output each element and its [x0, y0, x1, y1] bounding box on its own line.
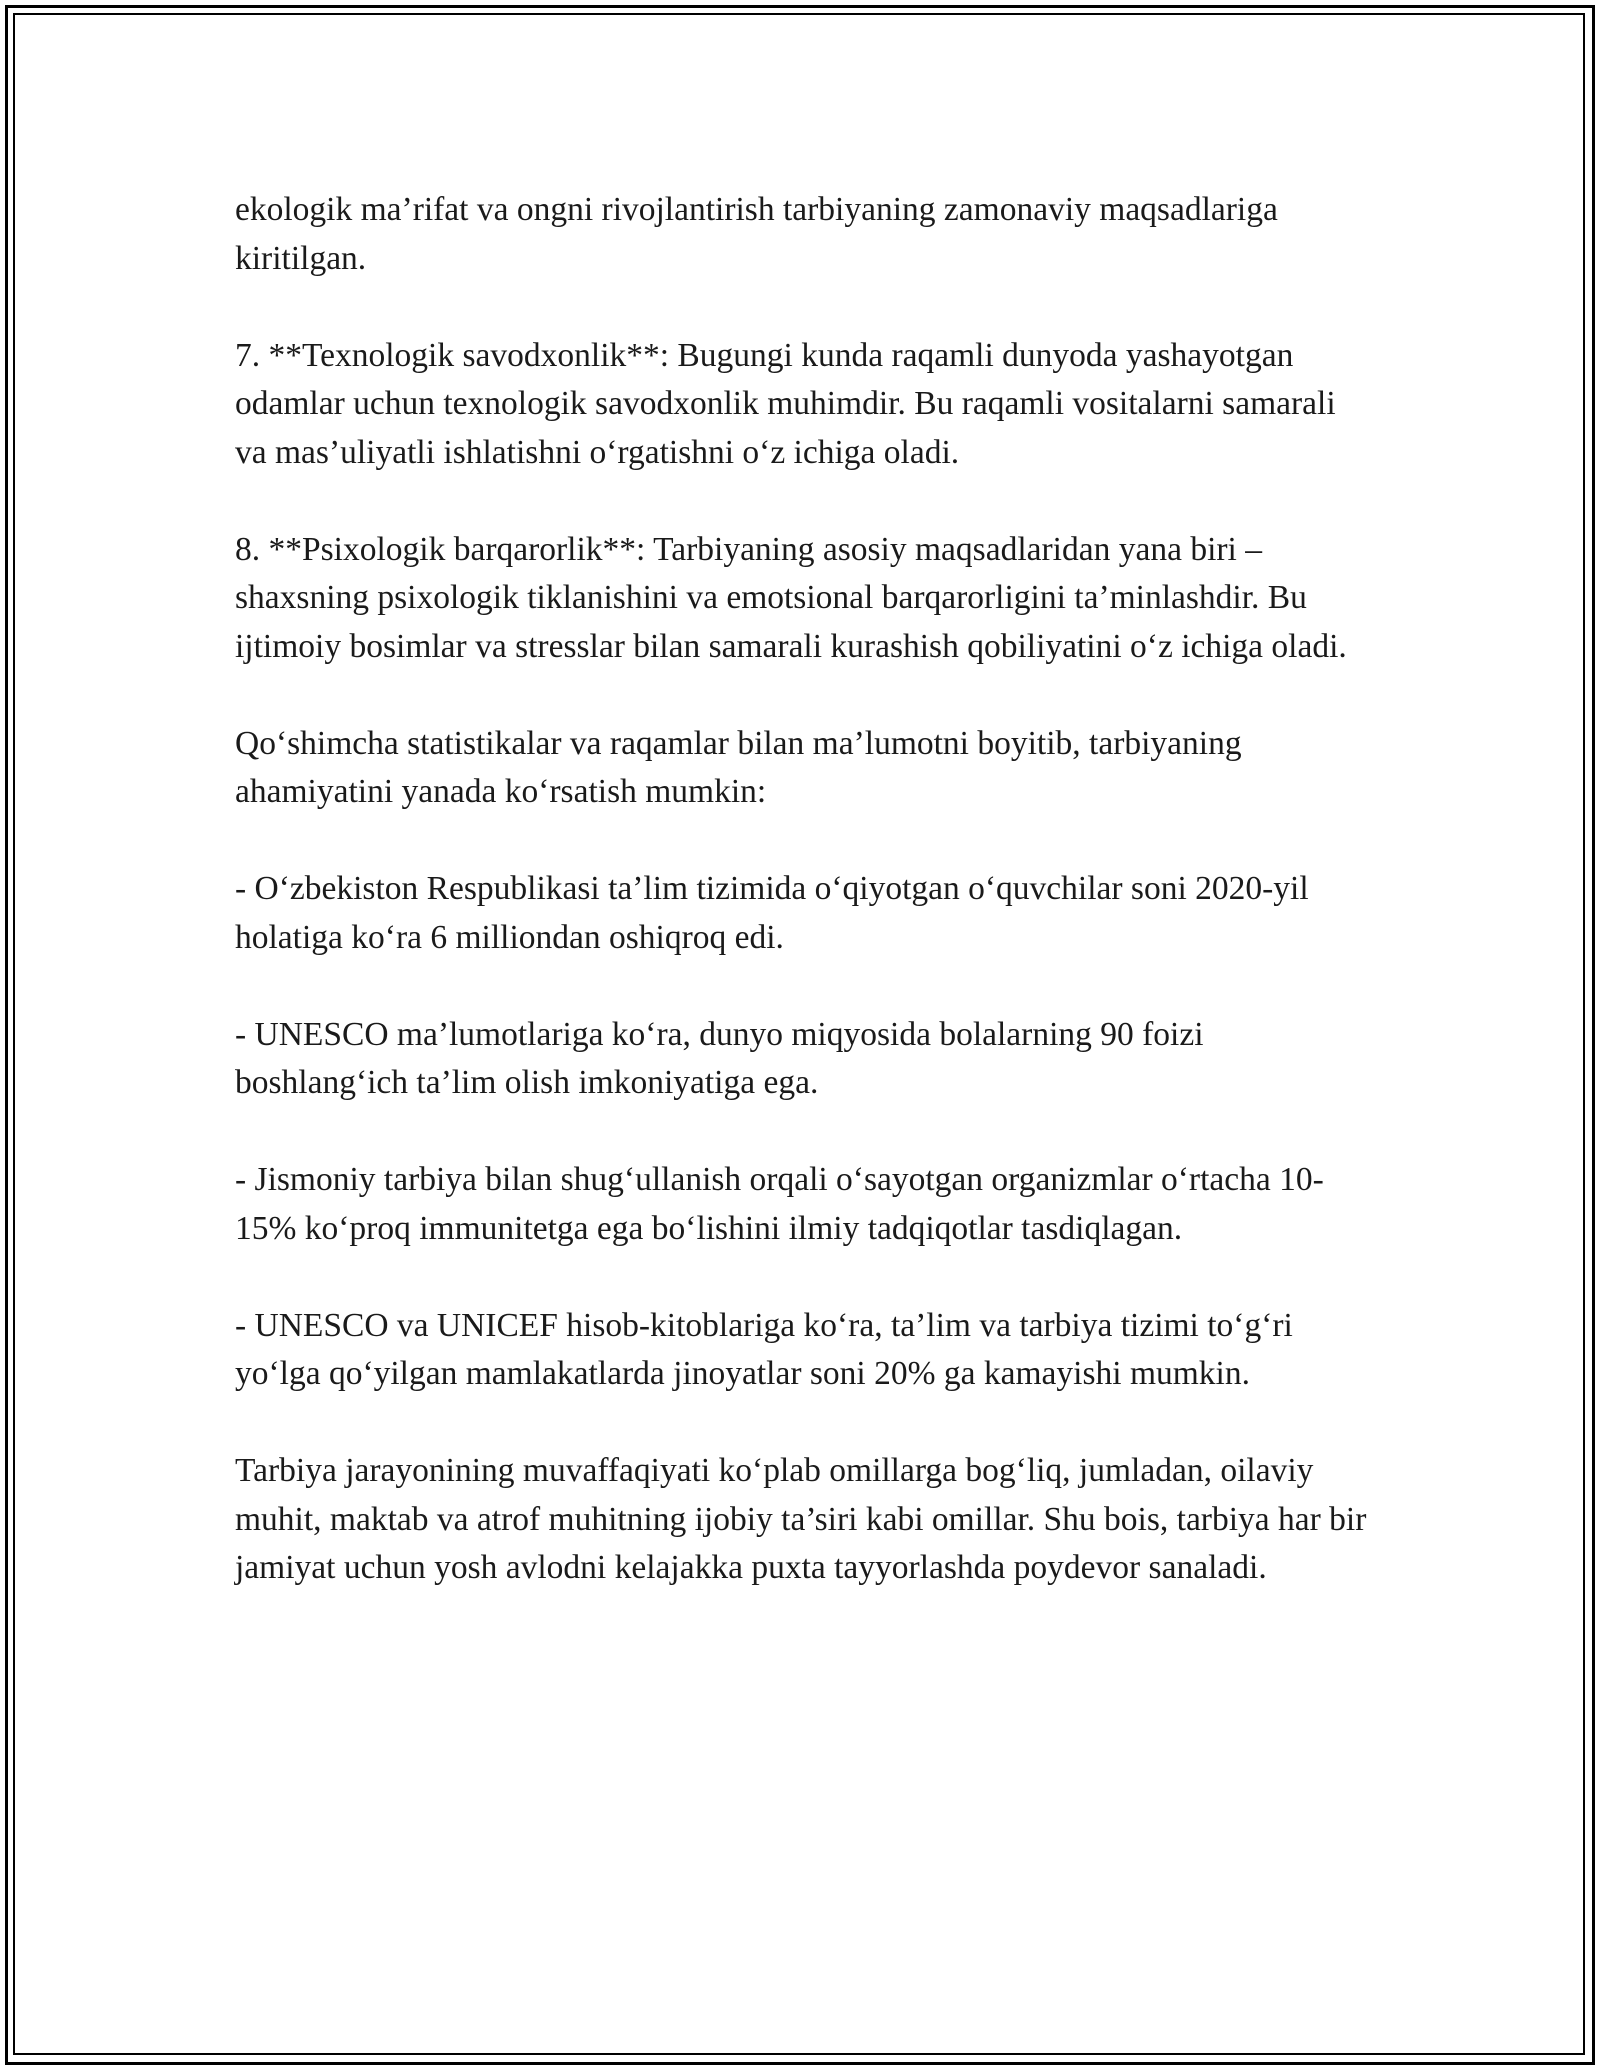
- document-body: [235, 186, 1375, 1593]
- paragraph-statistics-intro: Qo‘shimcha statistikalar va raqamlar bilan ma’lumotni boyitib, tarbiyaning ahamiyatini yanada ko‘rsatish mumkin:: [235, 724, 1242, 810]
- bullet-unesco-primary-education: - UNESCO ma’lumotlariga ko‘ra, dunyo miqyosida bolalarning 90 foizi boshlang‘ich ta’lim olish imkoniyatiga ega.: [235, 1015, 1204, 1101]
- bullet-uzbekistan-students: - O‘zbekiston Respublikasi ta’lim tizimida o‘qiyotgan o‘quvchilar soni 2020-yil holatiga ko‘ra 6 milliondan oshiqroq edi.: [235, 870, 1309, 956]
- paragraph-psychological-stability: 8. **Psixologik barqarorlik**: Tarbiyaning asosiy maqsadlaridan yana biri – shaxsning psixologik tiklanishini va emotsional barqarorligini ta’minlashdir. Bu ijtimoiy bosimlar va stresslar bilan samarali kurashish qobiliyatini o‘z ichiga oladi.: [235, 530, 1347, 665]
- paragraph-technological-literacy: 7. **Texnologik savodxonlik**: Bugungi kunda raqamli dunyoda yashayotgan odamlar uchun texnologik savodxonlik muhimdir. Bu raqamli vositalarni samarali va mas’uliyatli ishlatishni o‘rgatishni o‘z ichiga oladi.: [235, 336, 1336, 471]
- paragraph-conclusion: Tarbiya jarayonining muvaffaqiyati ko‘plab omillarga bog‘liq, jumladan, oilaviy muhit, maktab va atrof muhitning ijobiy ta’siri kabi omillar. Shu bois, tarbiya har bir jamiyat uchun yosh avlodni kelajakka puxta tayyorlashda poydevor sanaladi.: [235, 1452, 1367, 1586]
- bullet-physical-education-immunity: - Jismoniy tarbiya bilan shug‘ullanish orqali o‘sayotgan organizmlar o‘rtacha 10-15% ko‘proq immunitetga ega bo‘lishini ilmiy tadqiqotlar tasdiqlagan.: [235, 1161, 1324, 1247]
- paragraph-ecological-continuation: ekologik ma’rifat va ongni rivojlantirish tarbiyaning zamonaviy maqsadlariga kiritilgan.: [235, 191, 1278, 277]
- bullet-unesco-unicef-crime: - UNESCO va UNICEF hisob-kitoblariga ko‘ra, ta’lim va tarbiya tizimi to‘g‘ri yo‘lga qo‘yilgan mamlakatlarda jinoyatlar soni 20% ga kamayishi mumkin.: [235, 1306, 1293, 1392]
